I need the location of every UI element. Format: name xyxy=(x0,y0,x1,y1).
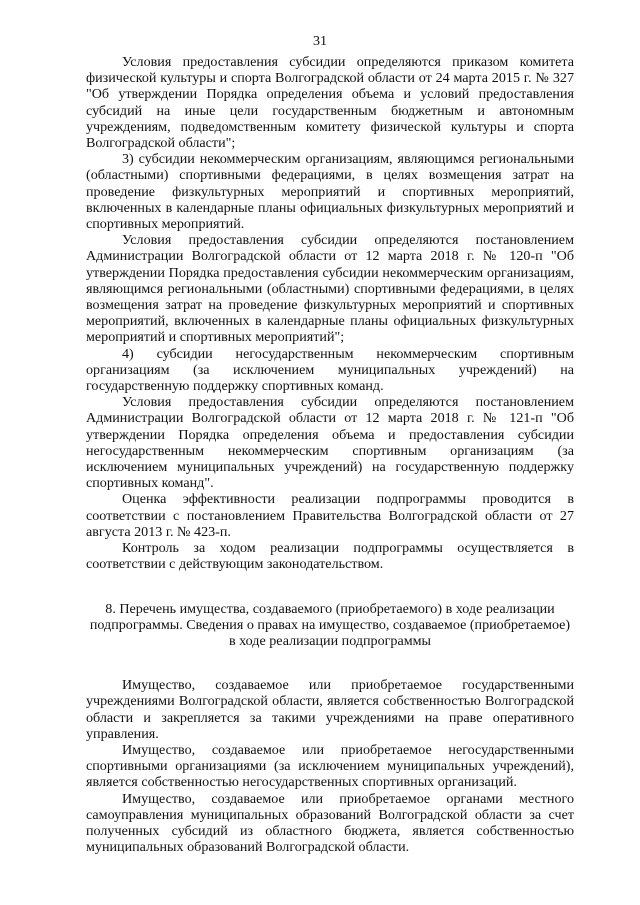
document-body xyxy=(86,54,574,855)
paragraph-nongovernmental-property: Имущество, создаваемое или приобретаемое негосударственными спортивными организациями (за исключением муниципальных учреждений), является собственностью негосударственных спортивных организаций. xyxy=(86,741,574,791)
paragraph-item-3-federations: 3) субсидии некоммерческим организациям, являющимся региональными (областными) спортивными федерациями, в целях возмещения затрат на проведение физкультурных мероприятий и спортивных мероприятий, включенных в календарные планы официальных физкультурных мероприятий и спортивных мероприятий. xyxy=(86,151,574,233)
paragraph-subsidy-conditions-order: Условия предоставления субсидии определяются приказом комитета физической культуры и спорта Волгоградской области от 24 марта 2015 г. № 327 "Об утверждении Порядка определения объема и условий предоставления субсидий на иные цели государственным бюджетным и автономным учреждениям, подведомственным комитету физической культуры и спорта Волгоградской области"; xyxy=(86,54,574,152)
page-number: 31 xyxy=(312,33,328,49)
paragraph-state-institutions-property: Имущество, создаваемое или приобретаемое государственными учреждениями Волгоградской области, является собственностью Волгоградской области и закрепляется за такими учреждениями на праве оперативного управления. xyxy=(86,677,574,742)
paragraph-item-4-sports-teams: 4) субсидии негосударственным некоммерческим спортивным организациям (за исключением муниципальных учреждений) на государственную поддержку спортивных команд. xyxy=(86,345,574,395)
paragraph-efficiency-evaluation: Оценка эффективности реализации подпрограммы проводится в соответствии с постановлением Правительства Волгоградской области от 27 августа 2013 г. № 423-п. xyxy=(86,491,574,540)
section-heading: 8. Перечень имущества, создаваемого (приобретаемого) в ходе реализации подпрограммы. Сведения о правах на имущество, создаваемое (приобретаемое) в ходе реализации подпрограммы xyxy=(89,600,571,649)
paragraph-resolution-120p: Условия предоставления субсидии определяются постановлением Администрации Волгоградской области от 12 марта 2018 г. № 120-п "Об утверждении Порядка предоставления субсидии некоммерческим организациям, являющимся региональными (областными) спортивными федерациями, в целях возмещения затрат на проведение физкультурных мероприятий и спортивных мероприятий, включенных в календарные планы официальных физкультурных мероприятий и спортивных мероприятий"; xyxy=(86,232,574,346)
paragraph-resolution-121p: Условия предоставления субсидии определяются постановлением Администрации Волгоградской области от 12 марта 2018 г. № 121-п "Об утверждении Порядка определения объема и предоставления субсидии негосударственным некоммерческим спортивным организациям (за исключением муниципальных учреждений) на государственную поддержку спортивных команд". xyxy=(86,394,574,492)
paragraph-implementation-control: Контроль за ходом реализации подпрограммы осуществляется в соответствии с действующим законодательством. xyxy=(86,540,574,573)
paragraph-municipal-property: Имущество, создаваемое или приобретаемое органами местного самоуправления муниципальных образований Волгоградской области за счет полученных субсидий из областного бюджета, является собственностью муниципальных образований Волгоградской области. xyxy=(86,790,574,856)
